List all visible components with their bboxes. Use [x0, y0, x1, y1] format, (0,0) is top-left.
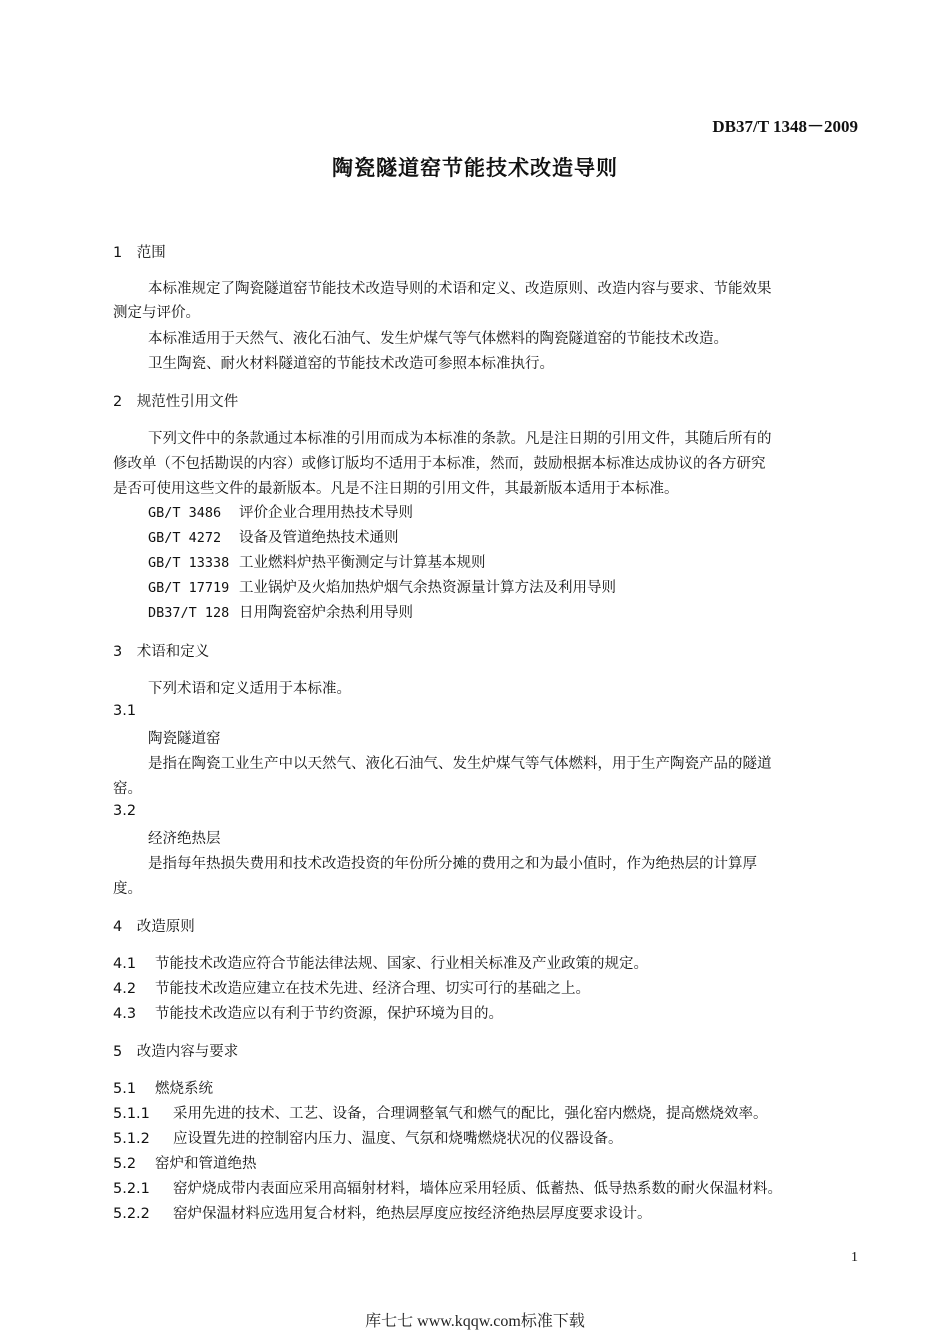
item-number: 4.3 — [113, 1006, 137, 1022]
item-number: 5.1.1 — [113, 1106, 150, 1122]
s3-intro: 下列术语和定义适用于本标准。 — [148, 681, 351, 697]
term-number: 3.1 — [113, 703, 137, 719]
subsection-heading — [113, 1152, 257, 1173]
reference-code: GB/T 13338 — [148, 555, 230, 571]
subsection-title: 燃烧系统 — [155, 1081, 213, 1097]
s2-paragraph-line-2: 修改单（不包括勘误的内容）或修订版均不适用于本标准，然而，鼓励根据本标准达成协议的各方研究 — [113, 456, 766, 472]
section-3-heading: 3 术语和定义 — [113, 644, 210, 660]
reference-title: 工业燃料炉热平衡测定与计算基本规则 — [239, 555, 486, 571]
reference-item — [148, 576, 616, 597]
page-number: 1 — [851, 1250, 858, 1265]
item-number: 5.1.2 — [113, 1131, 150, 1147]
item-number: 4.2 — [113, 981, 137, 997]
item-number: 5.2.1 — [113, 1181, 150, 1197]
item-text: 节能技术改造应符合节能法律法规、国家、行业相关标准及产业政策的规定。 — [155, 956, 648, 972]
reference-code: GB/T 3486 — [148, 505, 222, 521]
principle-item — [113, 952, 648, 973]
reference-title: 日用陶瓷窑炉余热利用导则 — [239, 605, 413, 621]
subsection-number: 5.1 — [113, 1081, 137, 1097]
term-number: 3.2 — [113, 803, 137, 819]
s2-paragraph-line-1: 下列文件中的条款通过本标准的引用而成为本标准的条款。凡是注日期的引用文件，其随后所有的 — [148, 431, 772, 447]
term-definition-line-1: 是指每年热损失费用和技术改造投资的年份所分摊的费用之和为最小值时，作为绝热层的计算厚 — [148, 856, 757, 872]
s1-paragraph-2: 本标准适用于天然气、液化石油气、发生炉煤气等气体燃料的陶瓷隧道窑的节能技术改造。 — [148, 331, 728, 347]
subsection-title: 窑炉和管道绝热 — [155, 1156, 257, 1172]
s2-paragraph-line-3: 是否可使用这些文件的最新版本。凡是不注日期的引用文件，其最新版本适用于本标准。 — [113, 481, 679, 497]
item-text: 窑炉保温材料应选用复合材料，绝热层厚度应按经济绝热层厚度要求设计。 — [173, 1206, 652, 1222]
item-text: 采用先进的技术、工艺、设备，合理调整氧气和燃气的配比，强化窑内燃烧，提高燃烧效率。 — [173, 1106, 768, 1122]
reference-item — [148, 551, 486, 572]
subsection-heading — [113, 1077, 213, 1098]
reference-code: GB/T 4272 — [148, 530, 222, 546]
standard-code: DB37/T 1348－2009 — [712, 117, 858, 136]
document-title: 陶瓷隧道窑节能技术改造导则 — [332, 156, 618, 180]
requirement-item — [113, 1202, 652, 1223]
s1-paragraph-3: 卫生陶瓷、耐火材料隧道窑的节能技术改造可参照本标准执行。 — [148, 356, 554, 372]
term-definition-line-2: 度。 — [113, 881, 142, 897]
section-5-heading: 5 改造内容与要求 — [113, 1044, 239, 1060]
principle-item — [113, 977, 590, 998]
section-4-heading: 4 改造原则 — [113, 919, 195, 935]
reference-item — [148, 526, 399, 547]
principle-item — [113, 1002, 503, 1023]
term-definition-line-2: 窑。 — [113, 781, 142, 797]
reference-title: 设备及管道绝热技术通则 — [239, 530, 399, 546]
subsection-number: 5.2 — [113, 1156, 137, 1172]
reference-title: 工业锅炉及火焰加热炉烟气余热资源量计算方法及利用导则 — [239, 580, 616, 596]
item-text: 应设置先进的控制窑内压力、温度、气氛和烧嘴燃烧状况的仪器设备。 — [173, 1131, 623, 1147]
reference-code: DB37/T 128 — [148, 605, 230, 621]
section-1-heading: 1 范围 — [113, 245, 166, 261]
reference-code: GB/T 17719 — [148, 580, 230, 596]
term-name: 经济绝热层 — [148, 831, 221, 847]
requirement-item — [113, 1102, 768, 1123]
requirement-item — [113, 1177, 782, 1198]
item-number: 4.1 — [113, 956, 137, 972]
s1-paragraph-1-line-1: 本标准规定了陶瓷隧道窑节能技术改造导则的术语和定义、改造原则、改造内容与要求、节能效果 — [148, 281, 772, 297]
term-name: 陶瓷隧道窑 — [148, 731, 221, 747]
reference-item — [148, 601, 413, 622]
s1-paragraph-1-line-2: 测定与评价。 — [113, 305, 200, 321]
item-text: 节能技术改造应以有利于节约资源，保护环境为目的。 — [155, 1006, 503, 1022]
reference-item — [148, 501, 413, 522]
section-2-heading: 2 规范性引用文件 — [113, 394, 239, 410]
item-number: 5.2.2 — [113, 1206, 150, 1222]
item-text: 窑炉烧成带内表面应采用高辐射材料，墙体应采用轻质、低蓄热、低导热系数的耐火保温材料。 — [173, 1181, 782, 1197]
footer-watermark: 库七七 www.kqqw.com标准下载 — [365, 1313, 585, 1330]
item-text: 节能技术改造应建立在技术先进、经济合理、切实可行的基础之上。 — [155, 981, 590, 997]
requirement-item — [113, 1127, 623, 1148]
term-definition-line-1: 是指在陶瓷工业生产中以天然气、液化石油气、发生炉煤气等气体燃料，用于生产陶瓷产品的隧道 — [148, 756, 772, 772]
reference-title: 评价企业合理用热技术导则 — [239, 505, 413, 521]
